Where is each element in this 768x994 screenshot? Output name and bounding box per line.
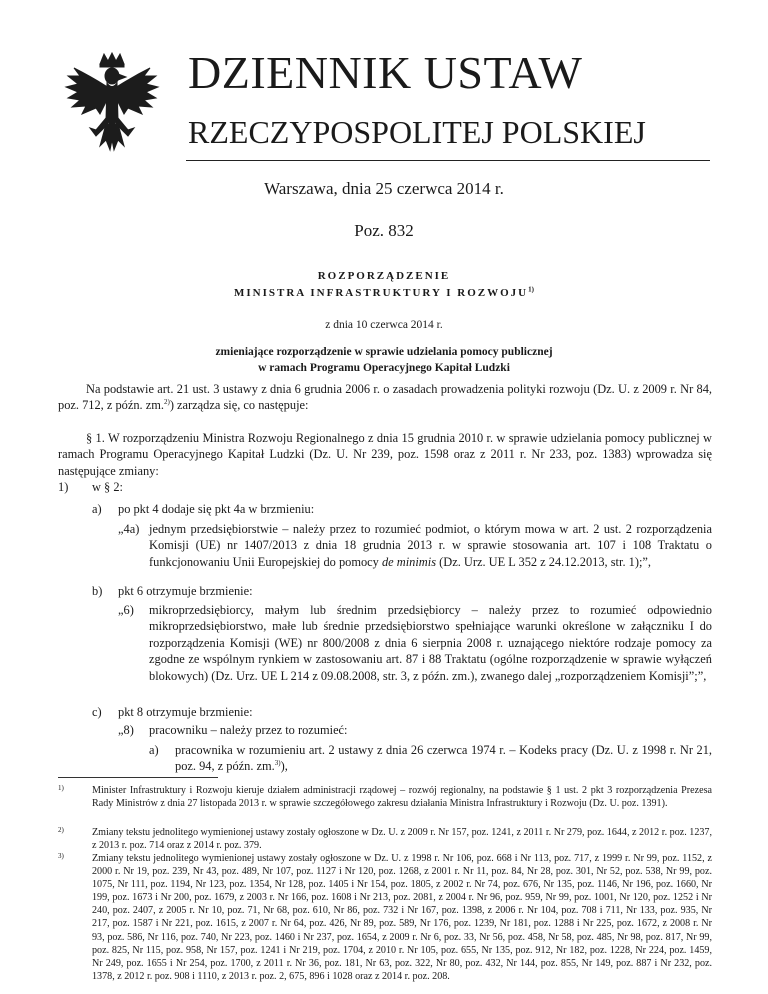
act-date: z dnia 10 czerwca 2014 r. — [325, 319, 443, 331]
footnote-ref: 2) — [163, 398, 170, 407]
sub-item-text: pkt 6 otrzymuje brzmienie: — [118, 584, 253, 598]
quote-number: „4a) — [118, 522, 140, 536]
sub-item-letter: b) — [92, 584, 103, 598]
polish-eagle-emblem-icon — [60, 50, 164, 162]
act-title-line-2: w ramach Programu Operacyjnego Kapitał Ludzki — [258, 362, 510, 374]
quote-number: „8) — [118, 723, 134, 737]
footnote-number: 1) — [58, 784, 64, 792]
item-text: w § 2: — [92, 480, 123, 494]
sub-item-text: po pkt 4 dodaje się pkt 4a w brzmieniu: — [118, 502, 315, 516]
footnote-2: Zmiany tekstu jednolitego wymienionej ustawy zostały ogłoszone w Dz. U. z 2009 r. Nr 157, poz. 1241, z 2011 r. Nr 279, poz. 1644, z 2012 r. poz. 1237, z 2013 r. poz. 714 oraz z 2014 r. poz. 379. — [92, 827, 712, 852]
sub-item-text: pkt 8 otrzymuje brzmienie: — [118, 705, 253, 719]
sub-sub-item-letter: a) — [149, 743, 159, 757]
quote-text: mikroprzedsiębiorcy, małym lub średnim przedsiębiorcy – należy przez to rozumieć odpowiednio mikroprzedsiębiorstwo, małe lub średnie przedsiębiorstwo spełniające warunki określone w załączniku I do rozporządzenia Komisji (WE) nr 800/2008 z dnia 6 sierpnia 2008 r. uznającego niektóre rodzaje pomocy za zgodne ze wspólnym rynkiem w zastosowaniu art. 87 i 88 Traktatu (ogólne rozporządzenie w sprawie wyłączeń blokowych) (Dz. Urz. UE L 214 z 09.08.2008, str. 3, z późn. zm.), zwanego dalej „rozporządzeniem Komisji”;”, — [149, 603, 712, 683]
quote-number: „6) — [118, 603, 134, 617]
footnote-number: 3) — [58, 852, 64, 860]
journal-title: DZIENNIK USTAW — [188, 47, 583, 98]
masthead-rule — [186, 160, 710, 161]
act-title-line-1: zmieniające rozporządzenie w sprawie udzielania pomocy publicznej — [215, 346, 553, 358]
issue-date: Warszawa, dnia 25 czerwca 2014 r. — [264, 179, 504, 198]
section-1: § 1. W rozporządzeniu Ministra Rozwoju Regionalnego z dnia 15 grudnia 2010 r. w sprawie udzielania pomocy publicznej w ramach Programu Operacyjnego Kapitał Ludzki (Dz. U. Nr 239, poz. 1598 oraz z 2011 r. Nr 233, poz. 1383) wprowadza się następujące zmiany: — [58, 431, 712, 478]
footnote-number: 2) — [58, 826, 64, 834]
sub-item-letter: c) — [92, 705, 102, 719]
act-type: ROZPORZĄDZENIE — [317, 270, 451, 282]
act-authority: MINISTRA INFRASTRUKTURY I ROZWOJU$^{1)}$ — [234, 285, 534, 299]
footnote-3: Zmiany tekstu jednolitego wymienionej ustawy zostały ogłoszone w Dz. U. z 1998 r. Nr 106, poz. 668 i Nr 113, poz. 717, z 1999 r. Nr 99, poz. 1152, z 2000 r. Nr 19, poz. 239, Nr 43, poz. 489, Nr 107, poz. 1127 i Nr 120, poz. 1268, z 2001 r. Nr 11, poz. 84, Nr 28, poz. 301, Nr 52, poz. 538, Nr 99, poz. 1075, Nr 111, poz. 1194, Nr 123, poz. 1354, Nr 128, poz. 1405 i Nr 154, poz. 1805, z 2002 r. Nr 74, poz. 676, Nr 135, poz. 1146, Nr 196, poz. 1660, Nr 199, poz. 1673 i Nr 200, poz. 1679, z 2003 r. Nr 166, poz. 1608 i Nr 213, poz. 2081, z 2004 r. Nr 96, poz. 959, Nr 99, poz. 1001, Nr 120, poz. 1252 i Nr 240, poz. 2407, z 2005 r. Nr 10, poz. 71, Nr 68, poz. 610, Nr 86, poz. 732 i Nr 167, poz. 1398, z 2006 r. Nr 104, poz. 708 i 711, Nr 133, poz. 935, Nr 217, poz. 1587 i Nr 221, poz. 1615, z 2007 r. Nr 64, poz. 426, Nr 89, poz. 589, Nr 176, poz. 1239, Nr 181, poz. 1288 i Nr 225, poz. 1672, z 2008 r. Nr 93, poz. 586, Nr 116, poz. 740, Nr 223, poz. 1460 i Nr 237, poz. 1654, z 2009 r. Nr 6, poz. 33, Nr 56, poz. 458, Nr 58, poz. 485, Nr 98, poz. 817, Nr 99, poz. 825, Nr 115, poz. 958, Nr 157, poz. 1241 i Nr 219, poz. 1704, z 2010 r. Nr 105, poz. 655, Nr 135, poz. 912, Nr 182, poz. 1228, Nr 224, poz. 1459, Nr 249, poz. 1655 i Nr 254, poz. 1700, z 2011 r. Nr 36, poz. 181, Nr 63, poz. 322, Nr 80, poz. 432, Nr 144, poz. 855, Nr 149, poz. 887 i Nr 232, poz. 1378, z 2012 r. poz. 908 i 1110, z 2013 r. poz. 2, 675, 896 i 1028 oraz z 2014 r. poz. 208. — [92, 853, 712, 982]
journal-subtitle: RZECZYPOSPOLITEJ POLSKIEJ — [188, 114, 646, 150]
sub-item-letter: a) — [92, 502, 102, 516]
quote-text: pracowniku – należy przez to rozumieć: — [149, 723, 348, 737]
footnote-1: Minister Infrastruktury i Rozwoju kieruje działem administracji rządowej – rozwój regionalny, na podstawie § 1 ust. 2 pkt 3 rozporządzenia Prezesa Rady Ministrów z dnia 27 listopada 2013 r. w sprawie szczegółowego zakresu działania Ministra Infrastruktury i Rozwoju (Dz. U. poz. 1391). — [92, 785, 712, 810]
footnote-rule — [58, 777, 218, 778]
item-number: 1) — [58, 480, 69, 494]
preamble: Na podstawie art. 21 ust. 3 ustawy z dnia 6 grudnia 2006 r. o zasadach prowadzenia polityki rozwoju (Dz. U. z 2009 r. Nr 84, poz. 712, z późn. zm.$^{2)}$) zarządza się, co następuje: — [58, 382, 712, 413]
position-number: Poz. 832 — [354, 221, 414, 240]
footnote-ref: 1) — [528, 285, 534, 294]
footnote-ref: 3) — [274, 759, 281, 768]
quote-text: jednym przedsiębiorstwie – należy przez to rozumieć podmiot, o którym mowa w art. 2 ust. 2 rozporządzenia Komisji (UE) nr 1407/2013 z dnia 18 grudnia 2013 r. w sprawie stosowania art. 107 i 108 Traktatu o funkcjonowaniu Unii Europejskiej do pomocy de minimis (Dz. Urz. UE L 352 z 24.12.2013, str. 1);”, — [149, 522, 712, 569]
sub-sub-item-text: pracownika w rozumieniu art. 2 ustawy z dnia 26 czerwca 1974 r. – Kodeks pracy (Dz. U. z 1998 r. Nr 21, poz. 94, z późn. zm.$^{3)}$), — [175, 743, 712, 774]
